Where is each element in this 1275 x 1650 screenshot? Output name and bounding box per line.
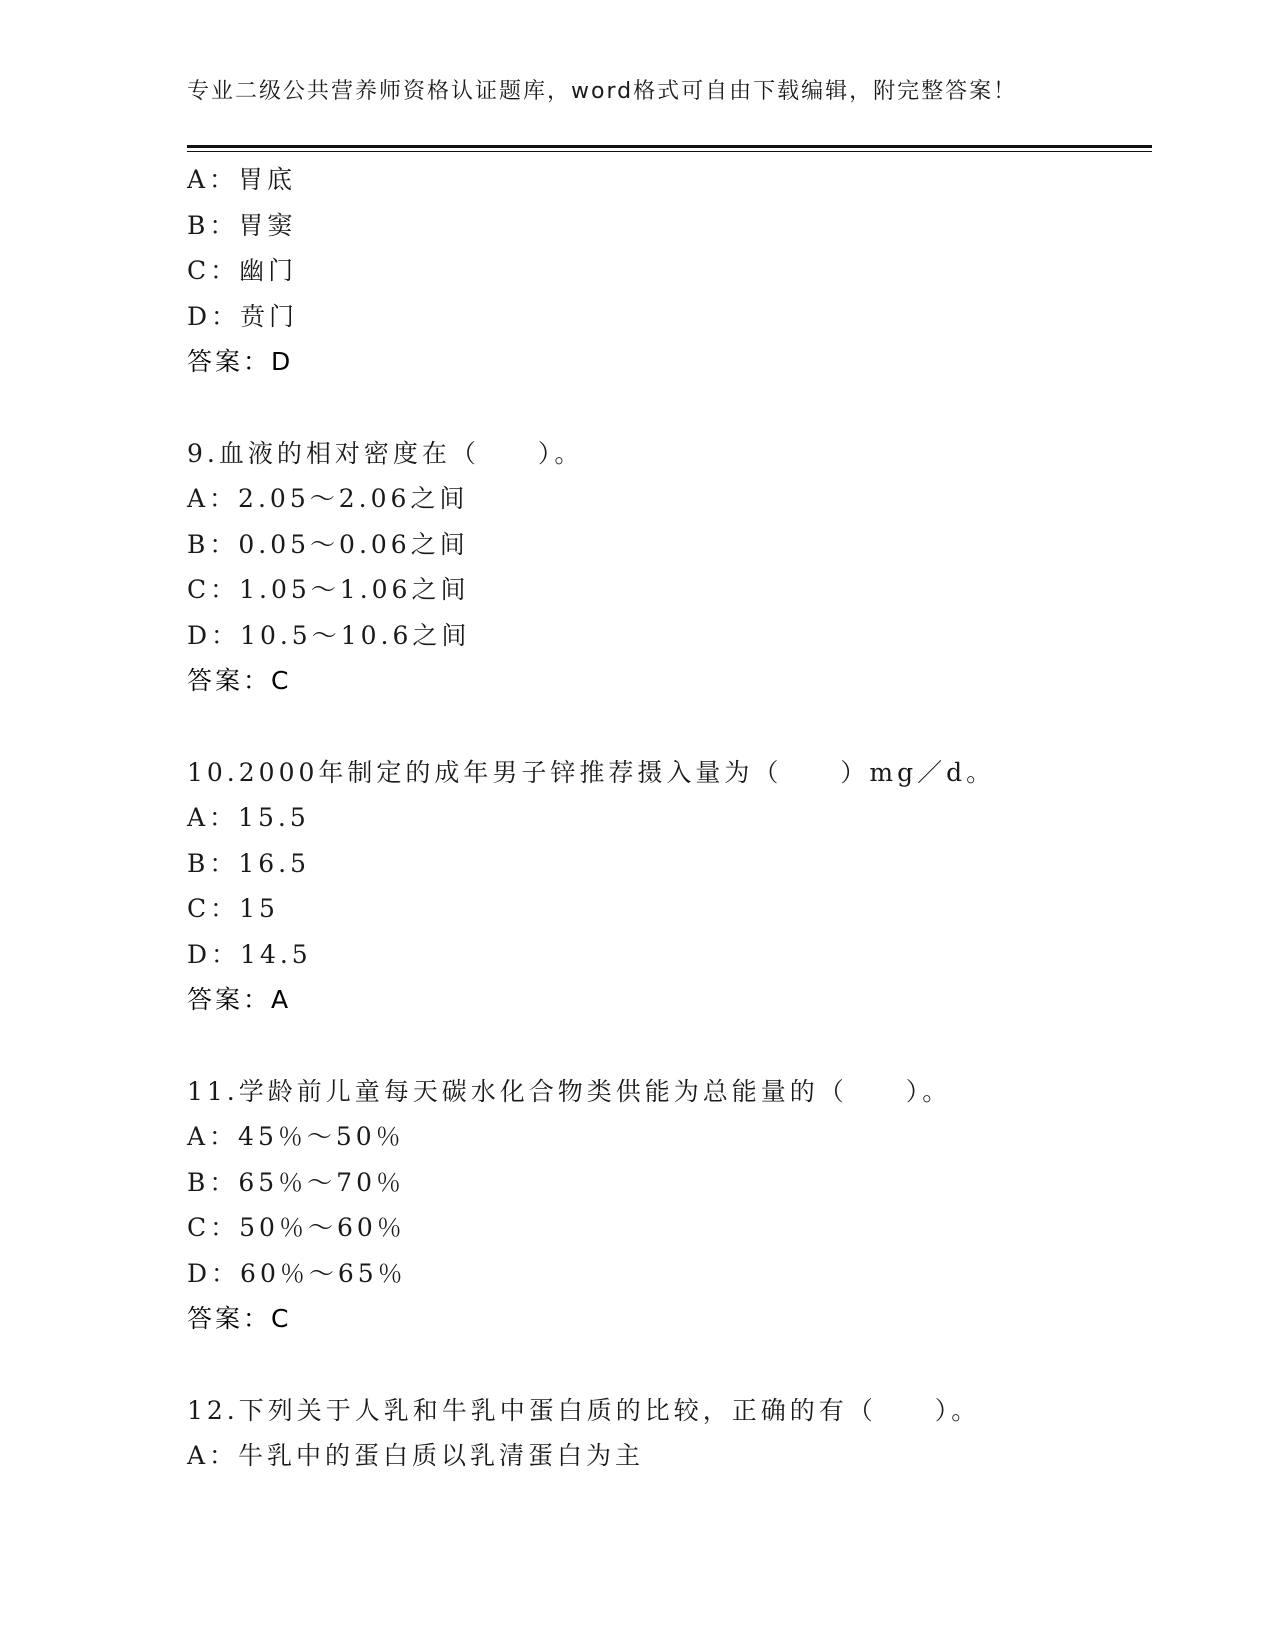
- option-a: A：45％～50％: [187, 1122, 405, 1151]
- answer: 答案：D: [187, 347, 294, 376]
- answer: 答案：C: [187, 1304, 292, 1333]
- spacer: [187, 1342, 1152, 1388]
- option-d: D：14.5: [187, 939, 312, 969]
- question-stem: 12.下列关于人乳和牛乳中蛋白质的比较，正确的有（ ）。: [187, 1395, 981, 1425]
- question-stem: 9.血液的相对密度在（ ）。: [187, 438, 584, 468]
- option-c: C：幽门: [187, 256, 298, 285]
- option-b: B：16.5: [187, 848, 311, 878]
- spacer: [187, 385, 1152, 431]
- spacer: [187, 704, 1152, 750]
- option-a: A：15.5: [187, 803, 310, 832]
- question-stem: 11.学龄前儿童每天碳水化合物类供能为总能量的（ ）。: [187, 1076, 952, 1106]
- answer: 答案：C: [187, 666, 292, 695]
- header-rule-thin: [187, 151, 1152, 152]
- option-c: C：50％～60％: [187, 1213, 406, 1242]
- option-a: A：2.05～2.06之间: [187, 484, 469, 513]
- page-header: 专业二级公共营养师资格认证题库，word格式可自由下载编辑，附完整答案！: [187, 79, 1018, 104]
- option-c: C：1.05～1.06之间: [187, 575, 470, 604]
- option-a: A：胃底: [187, 165, 297, 194]
- option-d: D：贲门: [187, 301, 299, 331]
- question-12: [187, 1388, 1152, 1479]
- option-a: A：牛乳中的蛋白质以乳清蛋白为主: [187, 1441, 645, 1470]
- option-c: C：15: [187, 894, 279, 923]
- option-d: D：10.5～10.6之间: [187, 620, 471, 650]
- option-b: B：胃窦: [187, 210, 297, 240]
- option-b: B：65％～70％: [187, 1167, 405, 1197]
- question-list: [187, 157, 1152, 1479]
- option-d: D：60％～65％: [187, 1258, 407, 1288]
- question-10: [187, 750, 1152, 1023]
- spacer: [187, 1023, 1152, 1069]
- question-11: [187, 1069, 1152, 1342]
- header-rule-thick: [187, 145, 1152, 148]
- answer: 答案：A: [187, 985, 292, 1014]
- question-9: [187, 431, 1152, 704]
- option-b: B：0.05～0.06之间: [187, 529, 469, 559]
- question-stem: 10.2000年制定的成年男子锌推荐摄入量为（ ）mg／d。: [187, 757, 996, 787]
- question-8: [187, 157, 1152, 385]
